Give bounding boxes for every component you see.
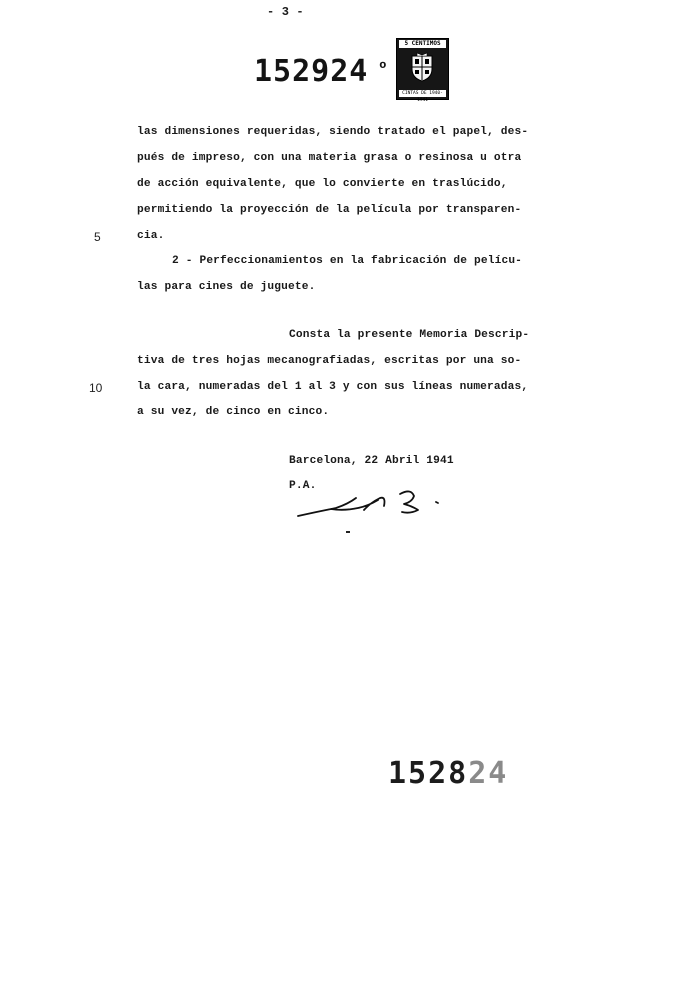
stamp-top-text: 5 CENTIMOS	[399, 40, 446, 48]
body-line: a su vez, de cinco en cinco.	[137, 406, 330, 418]
place-date: Barcelona, 22 Abril 1941	[289, 455, 454, 467]
ink-mark	[346, 531, 350, 533]
document-number-suffix: º	[378, 60, 388, 78]
body-line: permitiendo la proyección de la película por transparen-	[137, 204, 522, 216]
body-line: tiva de tres hojas mecanografiadas, escritas por una so-	[137, 355, 522, 367]
body-line: pués de impreso, con una materia grasa o resinosa u otra	[137, 152, 522, 164]
line-number: 5	[94, 230, 101, 244]
footer-number-main: 1528	[388, 756, 469, 791]
page-number: - 3 -	[267, 5, 304, 19]
signature-prefix: P.A.	[289, 480, 317, 492]
handwritten-signature	[296, 486, 456, 530]
body-line: las para cines de juguete.	[137, 281, 316, 293]
body-line: la cara, numeradas del 1 al 3 y con sus líneas numeradas,	[137, 381, 529, 393]
line-number: 10	[89, 381, 103, 395]
body-line: 2 - Perfeccionamientos en la fabricación de pelícu-	[172, 255, 523, 267]
revenue-stamp	[396, 38, 449, 103]
footer-document-number	[388, 756, 508, 791]
body-line: Consta la presente Memoria Descrip-	[289, 329, 530, 341]
document-number: 152924	[254, 54, 369, 89]
coat-of-arms-icon	[410, 52, 434, 82]
body-line: de acción equivalente, que lo convierte en traslúcido,	[137, 178, 508, 190]
footer-number-faint: 24	[468, 756, 509, 791]
body-line: cia.	[137, 230, 165, 242]
stamp-bottom-text: CINTAS DE 1940-1941	[399, 90, 446, 97]
body-line: las dimensiones requeridas, siendo tratado el papel, des-	[137, 126, 529, 138]
